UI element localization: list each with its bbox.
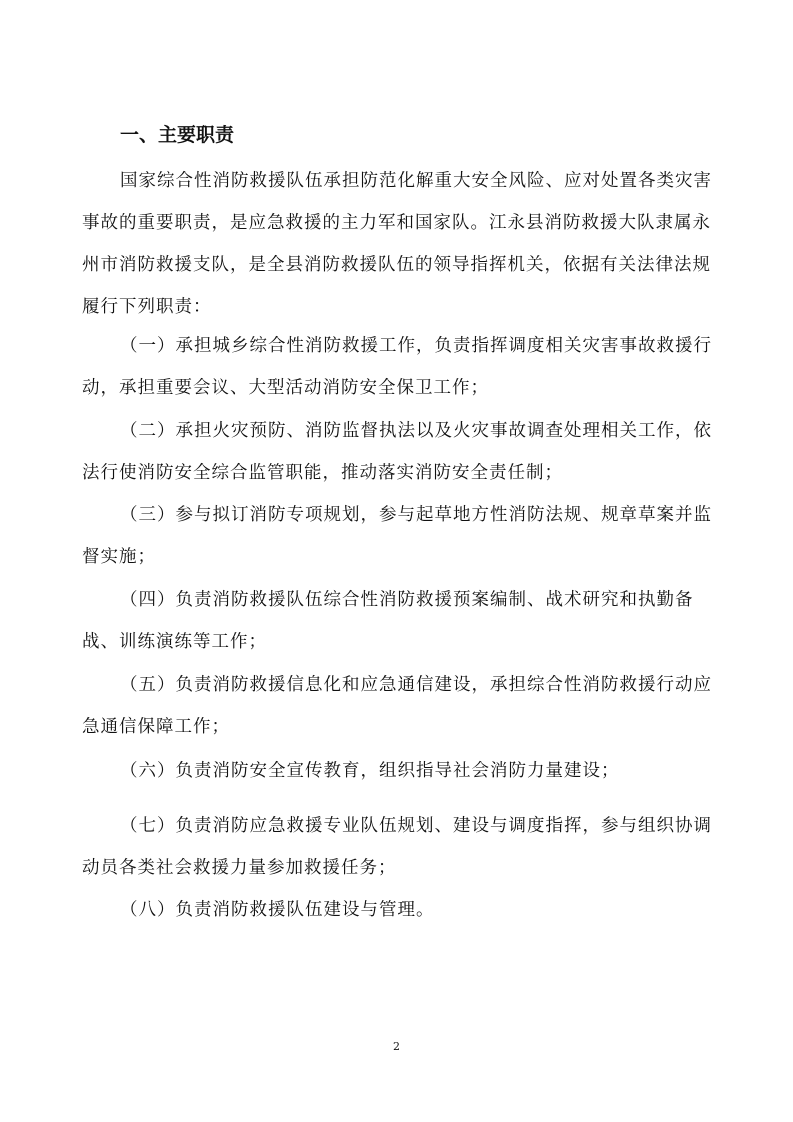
duty-item-1: （一）承担城乡综合性消防救援工作，负责指挥调度相关灾害事故救援行动，承担重要会议、大型活动消防安全保卫工作； <box>82 336 712 398</box>
page-number: 2 <box>393 1040 400 1053</box>
duty-item-5: （五）负责消防救援信息化和应急通信建设，承担综合性消防救援行动应急通信保障工作； <box>82 675 712 737</box>
duty-item-2: （二）承担火灾预防、消防监督执法以及火灾事故调查处理相关工作，依法行使消防安全综合监管职能，推动落实消防安全责任制； <box>82 421 712 483</box>
section-heading: 一、主要职责 <box>120 124 235 146</box>
duty-item-3: （三）参与拟订消防专项规划，参与起草地方性消防法规、规章草案并监督实施； <box>82 505 712 567</box>
duty-item-8: （八）负责消防救援队伍建设与管理。 <box>120 900 435 920</box>
intro-paragraph: 国家综合性消防救援队伍承担防范化解重大安全风险、应对处置各类灾害事故的重要职责，是应急救援的主力军和国家队。江永县消防救援大队隶属永州市消防救援支队，是全县消防救援队伍的领导指挥机关，依据有关法律法规履行下列职责： <box>82 171 712 317</box>
duty-item-7: （七）负责消防应急救援专业队伍规划、建设与调度指挥，参与组织协调动员各类社会救援力量参加救援任务； <box>82 816 712 878</box>
duty-item-4: （四）负责消防救援队伍综合性消防救援预案编制、战术研究和执勤备战、训练演练等工作； <box>82 590 694 652</box>
duty-item-6: （六）负责消防安全宣传教育，组织指导社会消防力量建设； <box>120 761 620 781</box>
